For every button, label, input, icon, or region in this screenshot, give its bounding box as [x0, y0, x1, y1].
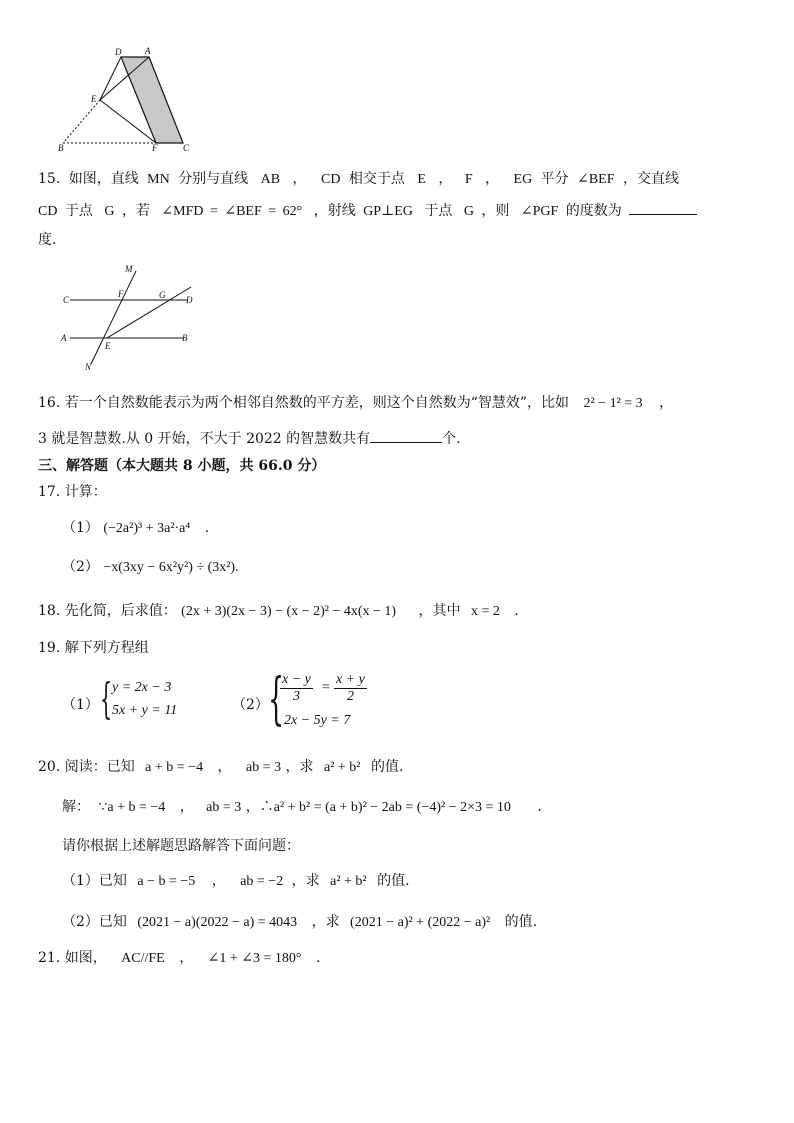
q16-line1: 16. 若一个自然数能表示为两个相邻自然数的平方差，则这个自然数为“智慧效”，比如 2² − 1² = 3 ，: [38, 395, 674, 411]
q17-part1: （1） (−2a²)³ + 3a²·a⁴ .: [62, 520, 210, 536]
q20-line1: 20. 阅读：已知 a + b = −4 ， ab = 3 ，求 a² + b² 的值.: [38, 759, 404, 775]
system-brace: {: [100, 674, 113, 723]
label-c: C: [183, 143, 190, 153]
label-d2: D: [186, 295, 193, 305]
q18-line: 18. 先化简，后求值： (2x + 3)(2x − 3) − (x − 2)² − 4x(x − 1) ，其中 x = 2 .: [38, 603, 519, 619]
q15-line3: 度．: [38, 232, 66, 248]
q15-answer-blank[interactable]: [629, 200, 697, 215]
q21-line: 21. 如图， AC//FE ， ∠1 + ∠3 = 180° .: [38, 950, 321, 966]
q15-line2: CD 于点 G ，若 ∠MFD = ∠BEF = 62° ，射线 GP⊥EG 于点 G ，则 ∠PGF 的度数为: [38, 200, 697, 222]
label-a: A: [145, 46, 151, 56]
q17-title: 17. 计算：: [38, 484, 107, 500]
label-m: M: [125, 264, 133, 274]
q20-solution: 解： ∵a + b = −4 ， ab = 3 ，∴a² + b² = (a + b)² − 2ab = (−4)² − 2×3 = 10 .: [62, 799, 542, 815]
q17-part2: （2） −x(3xy − 6x²y²) ÷ (3x²).: [62, 559, 239, 575]
label-b: B: [58, 143, 64, 153]
label-e: E: [91, 94, 97, 104]
label-f: F: [152, 143, 158, 153]
label-d: D: [115, 47, 122, 57]
parallel-lines-figure: [58, 262, 203, 374]
label-c2: C: [63, 295, 70, 305]
section-heading: 三、解答题（本大题共 8 小题，共 66.0 分）: [38, 458, 326, 474]
label-b2: B: [182, 333, 188, 343]
q20-part2: （2）已知 (2021 − a)(2022 − a) = 4043 ，求 (2021 − a)² + (2022 − a)² 的值.: [62, 914, 538, 930]
q15-line1: 15. 如图，直线 MN 分别与直线 AB ， CD 相交于点 E ， F ， EG 平分 ∠BEF ，交直线: [38, 171, 679, 187]
label-g: G: [159, 290, 166, 300]
label-a2: A: [61, 333, 67, 343]
label-f2: F: [118, 289, 124, 299]
label-e2: E: [105, 341, 111, 351]
label-n: N: [85, 362, 92, 372]
parallelogram-figure: [55, 44, 205, 154]
q20-instruction: 请你根据上述解题思路解答下面问题：: [62, 838, 300, 854]
q16-answer-blank[interactable]: [370, 428, 442, 443]
q19-title: 19. 解下列方程组: [38, 640, 149, 656]
q16-line2: 3 就是智慧数.从 0 开始，不大于 2022 的智慧数共有 个.: [38, 428, 461, 449]
q20-part1: （1）已知 a − b = −5 ， ab = −2 ，求 a² + b² 的值.: [62, 873, 410, 889]
system-brace: {: [268, 667, 285, 732]
